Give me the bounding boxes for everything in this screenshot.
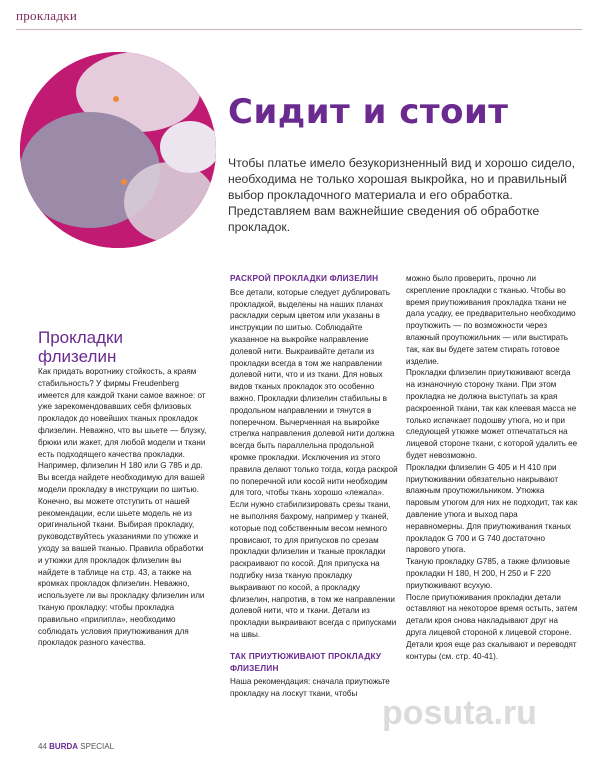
ironing-text: Наша рекомендация: сначала приутюжьте прокладку на лоскут ткани, чтобы [230,677,390,699]
column-left [38,366,210,649]
footer [38,742,114,751]
watermark: posuta.ru [382,694,537,732]
column-right [406,273,578,662]
brand: BURDA [49,742,79,751]
column-middle [230,273,400,700]
headline: Сидит и стоит [228,92,509,132]
subheading-ironing: ТАК ПРИУТЮЖИВАЮТ ПРОКЛАДКУ ФЛИЗЕЛИН [230,650,382,673]
cutting-text: Все детали, которые следует дублировать прокладкой, выделены на наших планах раскладки серым цветом или указаны в инструкции по шитью. Соблюдайте указанное на выкройке направление долевой нити. Выкраивайте детали из прокладки всегда в том же направлении долевой нити, что и из ткани. Для новых видов тканых прокладок это особенно важно. Прокладки флизелин стабильны в продольном направлении и тянутся в поперечном. Вычерченная на выкройке стрелка направления долевой нити должна всегда быть параллельна продольной кромке прокладки. Исключения из этого правила делают только тогда, когда раскрой по поперечной или косой нити необходим для того, чтобы ткань хорошо «лежала». Если нужно стабилизировать срезы ткани, не выполняя бахрому, например у тканей, которые под собственным весом немного провисают, то для припусков по срезам прокладки флизелин и тканые прокладки раскраивают по косой. Для припуска на подгибку низа тканую прокладку выкраивают по косой, а прокладку флизелин, напротив, в том же направлении долевой нити, что и ткани. Детали из прокладки выкраивают всегда с припусками на швы. [230,287,398,639]
left-title-line-1: Прокладки [38,328,123,347]
paragraph: Прокладки флизелин G 405 и H 410 при приутюживании обязательно накрывают влажным проутюжильником. Утюжка паровым утюгом для них не подходит, так как давление утюга и выход пара неравномерны. Для приутюживания тканых прокладок G 700 и G 740 достаточно парового утюга. [406,462,578,555]
subheading-cutting: РАСКРОЙ ПРОКЛАДКИ ФЛИЗЕЛИН [230,273,379,283]
paragraph: можно было проверить, прочно ли скрепление прокладки с тканью. Чтобы во время приутюживания прокладка ткани не дала усадку, ее предварительно необходимо проутюжить — по возможности через влажный проутюжильник — или выстирать так, как вы будете затем стирать готовое изделие. [406,274,576,366]
left-section-title [38,328,123,366]
section-divider [16,29,582,30]
fabric-photo [20,52,216,248]
column-left-text: Как придать воротнику стойкость, а краям стабильность? У фирмы Freudenberg имеется для каждой ткани самое важное: от уже зарекомендовавших себя флизовых прокладок до новейших тканых прокладок флизелин. Неважно, что вы шьете — блузку, брюки или жакет, для любой модели и ткани есть подходящего качества прокладки. Например, флизелин H 180 или G 785 и др. Вы всегда найдете необходимую для вашей модели прокладку в инструкции по шитью. Конечно, вы можете отступить от нашей рекомендации, если шьете модель не из оригинальной ткани. Выбирая прокладку, руководствуйтесь указаниями по утюжке и уходу за вашей тканью. Правила обработки и утюжки для прокладок флизелин вы найдете в таблице на стр. 43, а также на кромках прокладок флизелин. Неважно, используете ли вы прокладку флизелин или тканую прокладку: чтобы прокладка правильно «прилипла», необходимо соблюдать условия приутюживания для прокладок разного качества. [38,367,207,648]
paragraph: Прокладки флизелин приутюживают всегда на изнаночную сторону ткани. При этом прокладка не должна выступать за края раскроенной ткани, так как клеевая масса не только испачкает подошву утюга, но и при следующей утюжке может отпечататься на лицевой стороне ткани, с которой удалить ее будет невозможно. [406,368,578,460]
paragraph: Тканую прокладку G785, а также флизовые прокладки H 180, H 200, H 250 и F 220 приутюживают всухую. [406,557,570,590]
left-title-line-2: флизелин [38,347,117,366]
page-number: 44 [38,742,47,751]
lead-paragraph: Чтобы платье имело безукоризненный вид и хорошо сидело, необходима не только хорошая выкройка, но и правильный выбор прокладочного материала и его обработка. Представляем вам важнейшие сведения об обработке прокладок. [228,156,576,234]
paragraph: После приутюживания прокладки детали оставляют на некоторое время остыть, затем детали кроя снова накладывают друг на друга лицевой стороной к лицевой стороне. Детали кроя еще раз скалывают и переводят контуры (см. стр. 40-41). [406,592,578,661]
section-label: прокладки [16,8,78,23]
edition: SPECIAL [80,742,115,751]
